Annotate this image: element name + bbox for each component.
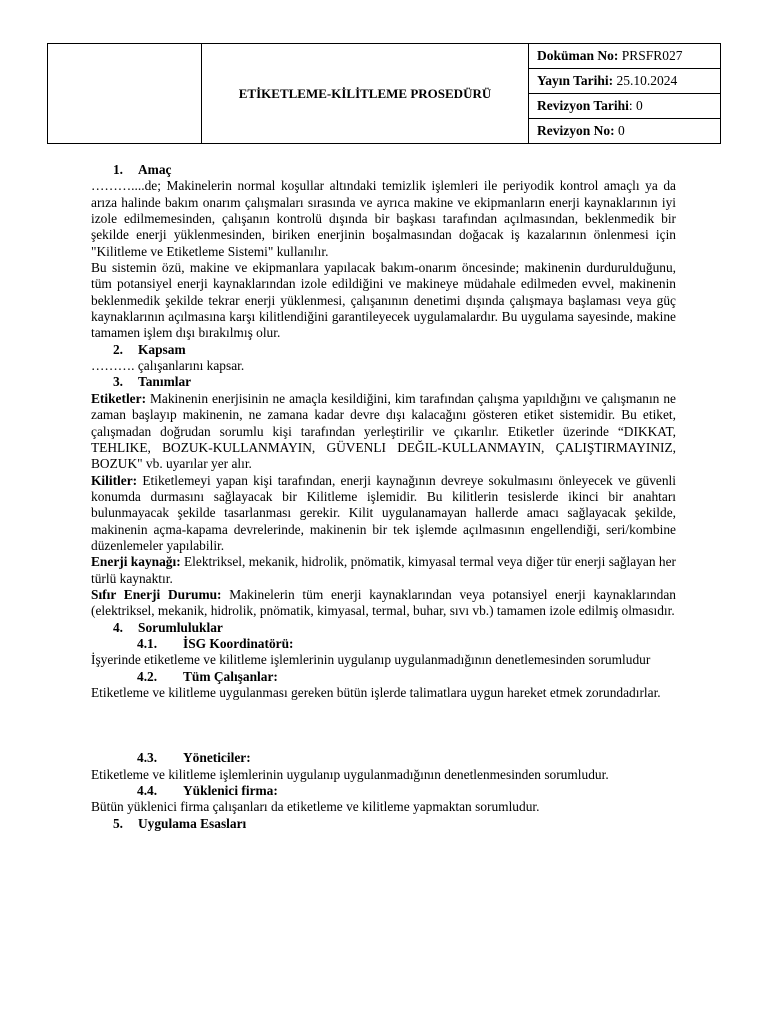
section-number: 2. xyxy=(112,341,123,357)
section-heading-uygulama xyxy=(91,816,676,832)
document-title: ETİKETLEME-KİLİTLEME PROSEDÜRÜ xyxy=(202,44,529,144)
definition-kilitler xyxy=(91,473,676,555)
section-number: 1. xyxy=(112,162,123,177)
rev-no-value: 0 xyxy=(618,123,625,138)
section-title: Uygulama Esasları xyxy=(138,815,247,831)
logo-cell xyxy=(48,44,202,144)
subsection-heading-isg xyxy=(91,636,676,652)
definition-text: Etiketlemeyi yapan kişi tarafından, enerji kaynağının devreye sokulmasını önleyecek ve güvenli konumda durmasını sağlayacak bir Kilitleme işlemidir. Bu kilitlerin tesislerde ikinci bir anahtarı bulunmayacak şekilde tasarlanması gerekir. Kilit uygulanamayan hallerde amacı sağlayacak şekilde, makinenin açma-kapama devrelerinde, makinenin bir tek işlemde açılmasının engellendiği, seri/kombine düzenlemeler yapılabilir. xyxy=(91,472,676,553)
paragraph: Etiketleme ve kilitleme uygulanması gereken bütün işlerde talimatlara uygun hareket etmek zorundadırlar. xyxy=(91,685,661,700)
pub-date-cell xyxy=(529,69,721,94)
subsection-number: 4.2. xyxy=(137,668,158,684)
section-title: Sorumluluklar xyxy=(138,619,223,635)
subsection-heading-calisanlar xyxy=(91,669,676,685)
section-title: Kapsam xyxy=(138,341,186,357)
pub-date-value: 25.10.2024 xyxy=(616,73,678,88)
definition-enerji-kaynagi xyxy=(91,554,676,587)
subsection-number: 4.4. xyxy=(137,783,158,799)
definition-term: Sıfır Enerji Durumu: xyxy=(91,586,222,602)
definition-term: Etiketler: xyxy=(91,390,147,406)
section-heading-amac xyxy=(91,162,676,178)
subsection-number: 4.3. xyxy=(137,750,158,766)
document-header-table xyxy=(47,43,721,144)
doc-no-value: PRSFR027 xyxy=(621,48,683,63)
definition-term: Kilitler: xyxy=(91,472,138,488)
definition-etiketler xyxy=(91,391,676,473)
subsection-number: 4.1. xyxy=(137,635,158,651)
section-heading-sorumluluklar xyxy=(91,620,676,636)
section-title: Tanımlar xyxy=(138,374,192,390)
definition-text: Elektriksel, mekanik, hidrolik, pnömatik, kimyasal termal veya diğer tür enerji sağlayan her türlü kaynaktır. xyxy=(91,554,676,586)
rev-date-value: : 0 xyxy=(628,98,643,113)
section-number: 4. xyxy=(112,619,123,635)
subsection-title: İSG Koordinatörü: xyxy=(183,635,294,651)
rev-no-label: Revizyon No: xyxy=(537,123,615,138)
paragraph: Etiketleme ve kilitleme işlemlerinin uygulanıp uygulanmadığının denetlenmesinden sorumludur. xyxy=(91,766,609,782)
paragraph: Bu sistemin özü, makine ve ekipmanlara yapılacak bakım-onarım öncesinde; makinenin durdurulduğunu, tüm potansiyel enerji kaynaklarından izole edildiğini ve makineye müdahale edilmeden evvel, makinenin beklenmedik şekilde tekrar enerji yüklenmesi, çalışanının denetimi dışında çalışmaya başlaması veya güç kaynaklarının açılmasına karşı kilitlendiğini garantileyecek uygulamalardır. Bu uygulama sayesinde, makine tamamen işlem dışı bırakılmış olur. xyxy=(91,260,676,341)
doc-no-cell xyxy=(529,44,721,69)
paragraph: İşyerinde etiketleme ve kilitleme işlemlerinin uygulanıp uygulanmadığının denetlemesinden sorumludur xyxy=(91,652,651,668)
subsection-heading-yoneticiler xyxy=(91,750,676,766)
rev-date-label: Revizyon Tarihi xyxy=(537,98,629,113)
subsection-heading-yuklenici xyxy=(91,783,676,799)
document-body xyxy=(91,162,676,832)
spacer xyxy=(91,701,676,750)
section-heading-kapsam xyxy=(91,342,676,358)
pub-date-label: Yayın Tarihi: xyxy=(537,73,614,88)
subsection-title: Yüklenici firma: xyxy=(183,783,278,799)
rev-no-cell xyxy=(529,119,721,144)
subsection-title: Tüm Çalışanlar: xyxy=(183,668,278,684)
paragraph: Bütün yüklenici firma çalışanları da etiketleme ve kilitleme yapmaktan sorumludur. xyxy=(91,799,540,815)
paragraph: ………....de; Makinelerin normal koşullar altındaki temizlik işlemleri ile periyodik kontrol amaçlı ya da arıza halinde bakım onarım çalışmaları sırasında ve ayrıca makine ve ekipmanların enerji kaynaklarının iyi izole edilmemesinden, çalışanın kontrolü dışında bir başkası tarafından açılmasından, beklenmedik bir şekilde enerji yüklenmesinden, biriken enerjinin boşalmasından doğacak iş kazalarının önlenmesi için "Kilitleme ve Etiketleme Sistemi" kullanılır. xyxy=(91,178,676,259)
section-title: Amaç xyxy=(138,162,172,177)
rev-date-cell xyxy=(529,94,721,119)
section-number: 3. xyxy=(112,374,123,390)
definition-text: Makinenin enerjisinin ne amaçla kesildiğini, kim tarafından çalışma yapıldığını ve çalışmanın ne zaman başlayıp makinenin, ne zamana kadar devre dışı kalacağını gösteren etiket sistemidir. Bu etiket, çalışmadan doğrudan sorumlu kişi tarafından yerleştirilir ve çıkarılır. Etiketler üzerinde “DIKKAT, TEHLIKE, BOZUK-KULLANMAYIN, GÜVENLI DEĞIL-KULLANMAYIN, ÇALIŞTIRMAYINIZ, BOZUK" vb. uyarılar yer alır. xyxy=(91,390,676,472)
section-heading-tanimlar xyxy=(91,374,676,390)
subsection-title: Yöneticiler: xyxy=(183,750,251,766)
paragraph: ………. çalışanlarını kapsar. xyxy=(91,358,245,374)
definition-text: Makinelerin tüm enerji kaynaklarından veya potansiyel enerji kaynaklarından (elektriksel, mekanik, hidrolik, pnömatik, kimyasal, termal, buhar, sıvı vb.) tamamen izole edilmiş olmasıdır. xyxy=(91,586,676,619)
definition-term: Enerji kaynağı: xyxy=(91,554,181,570)
definition-sifir-enerji xyxy=(91,587,676,620)
section-number: 5. xyxy=(112,815,123,831)
doc-no-label: Doküman No: xyxy=(537,48,619,63)
